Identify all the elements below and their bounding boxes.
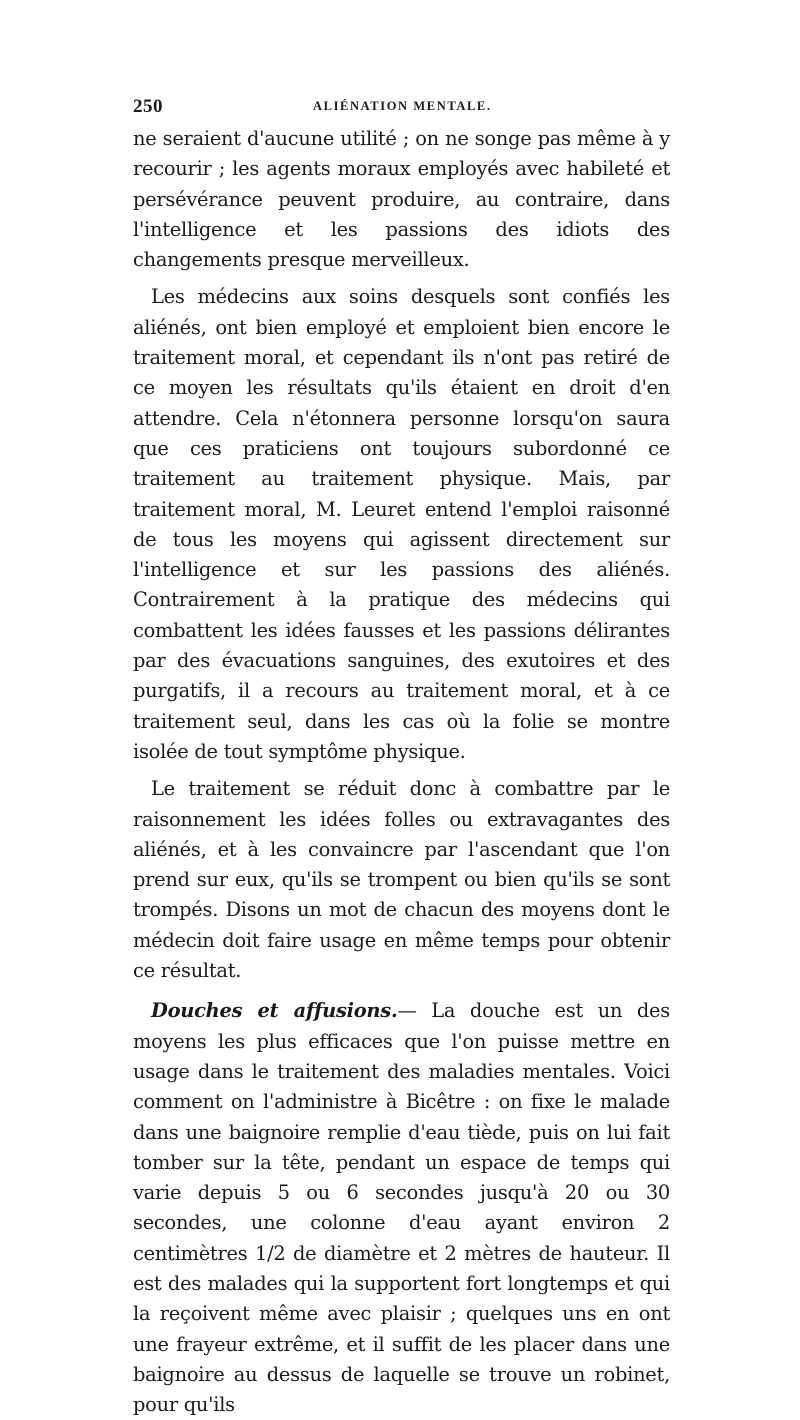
paragraph-3: Le traitement se réduit donc à combattre par le raisonnement les idées folles ou extravagantes des aliénés, et à les convaincre par l'ascendant que l'on prend sur eux, qu'ils se trompent ou bien qu'ils se sont trompés. Disons un mot de chacun des moyens dont le médecin doit faire usage en même temps pour obtenir ce résultat. xyxy=(133,777,670,983)
paragraph-4 xyxy=(133,996,670,1420)
paragraph-4-text: — La douche est un des moyens les plus efficaces que l'on puisse mettre en usage dans le traitement des maladies mentales. Voici comment on l'administre à Bicêtre : on fixe le malade dans une baignoire remplie d'eau tiède, puis on lui fait tomber sur la tête, pendant un espace de temps qui varie depuis 5 ou 6 secondes jusqu'à 20 ou 30 secondes, une colonne d'eau ayant environ 2 centimètres 1/2 de diamètre et 2 mètres de hauteur. Il est des malades qui la supportent fort longtemps et qui la reçoivent même avec plaisir ; quelques uns en ont une frayeur extrême, et il suffit de les placer dans une baignoire au dessus de laquelle se trouve un robinet, pour qu'ils xyxy=(133,999,670,1417)
body-text xyxy=(133,124,670,1420)
running-title: ALIÉNATION MENTALE. xyxy=(313,99,492,113)
section-heading: Douches et affusions. xyxy=(151,999,398,1023)
running-head xyxy=(133,96,670,122)
paragraph-1: ne seraient d'aucune utilité ; on ne songe pas même à y recourir ; les agents moraux employés avec habileté et persévérance peuvent produire, au contraire, dans l'intelligence et les passions des idiots des changements presque merveilleux. xyxy=(133,127,670,272)
paragraph-2: Les médecins aux soins desquels sont confiés les aliénés, ont bien employé et emploient bien encore le traitement moral, et cependant ils n'ont pas retiré de ce moyen les résultats qu'ils étaient en droit d'en attendre. Cela n'étonnera personne lorsqu'on saura que ces praticiens ont toujours subordonné ce traitement au traitement physique. Mais, par traitement moral, M. Leuret entend l'emploi raisonné de tous les moyens qui agissent directement sur l'intelligence et sur les passions des aliénés. Contrairement à la pratique des médecins qui combattent les idées fausses et les passions délirantes par des évacuations sanguines, des exutoires et des purgatifs, il a recours au traitement moral, et à ce traitement seul, dans les cas où la folie se montre isolée de tout symptôme physique. xyxy=(133,285,670,763)
page-number: 250 xyxy=(133,96,163,117)
book-page xyxy=(133,96,670,1420)
